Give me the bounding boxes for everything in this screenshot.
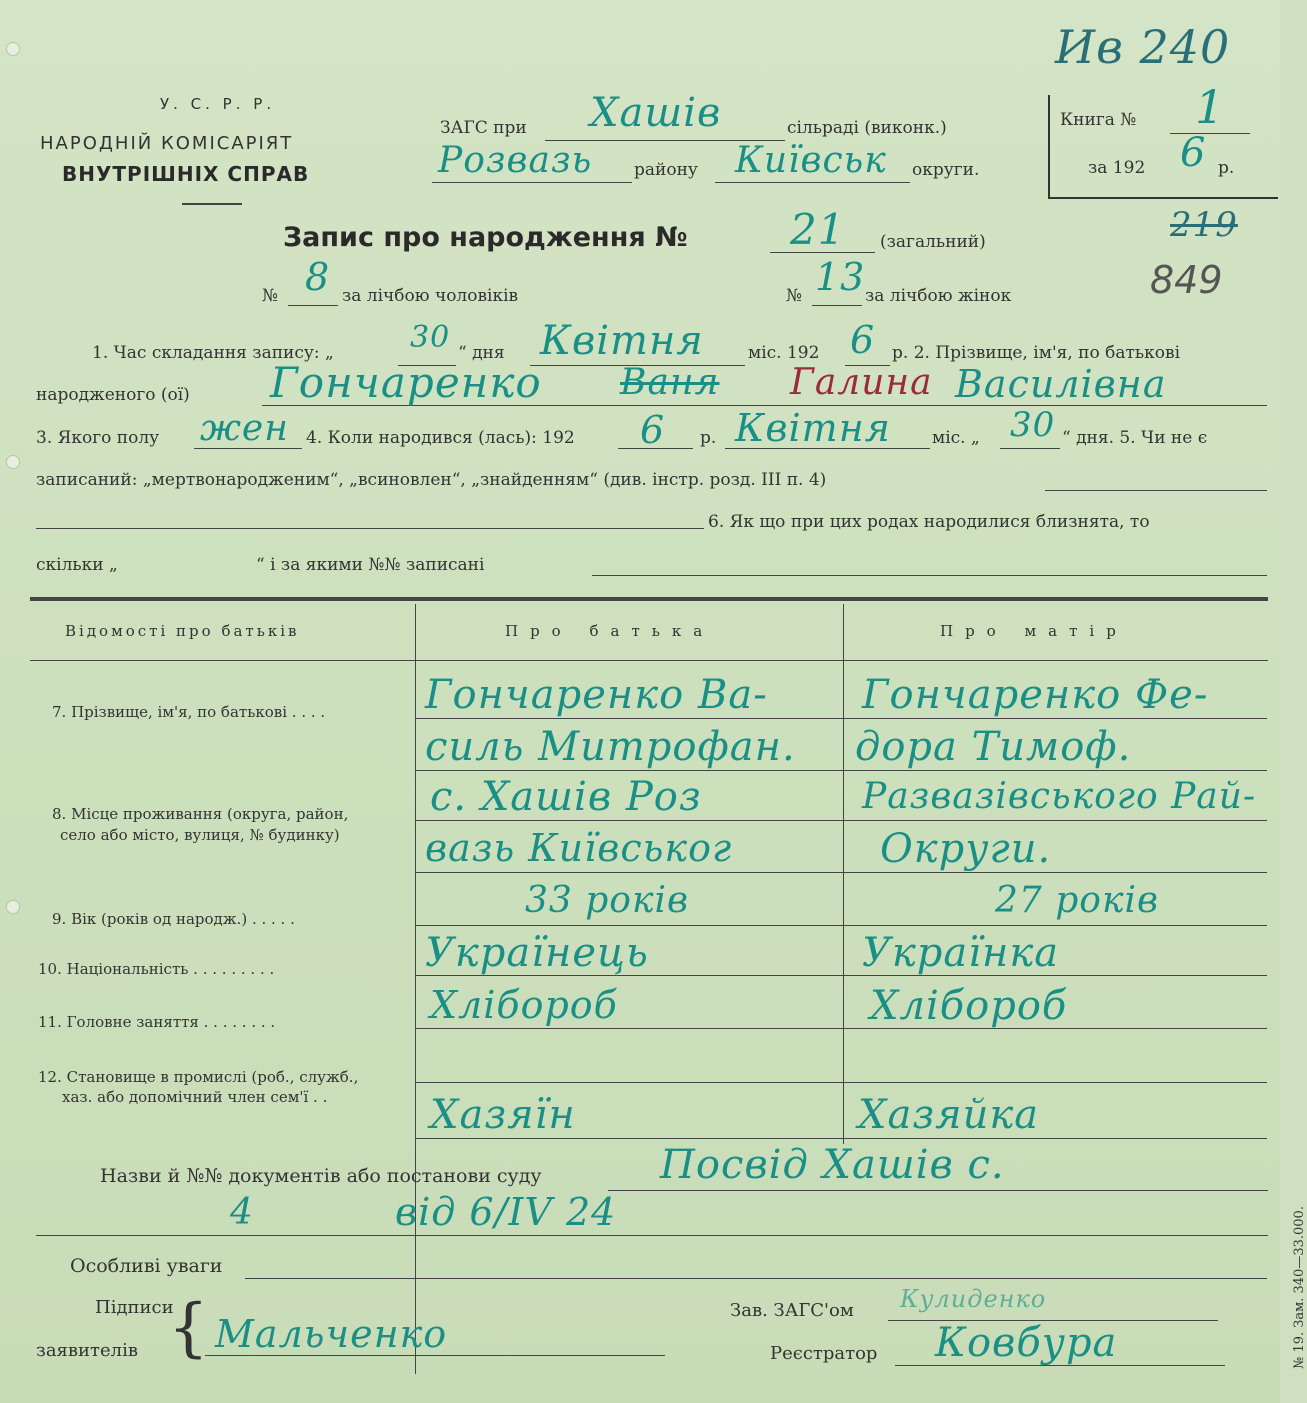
- record-number: 21: [790, 205, 846, 254]
- item5-line: записаний: „мертвонародженим“, „всиновлен“, „знайденням“ (див. інстр. розд. III п. 4): [36, 470, 827, 490]
- mother-name-1: Гончаренко Фе-: [862, 672, 1209, 718]
- org-line-3: ВНУТРІШНІХ СПРАВ: [62, 162, 310, 186]
- row-label-occupation: 11. Головне заняття . . . . . . . .: [38, 1013, 276, 1031]
- women-suffix: за лічбою жінок: [865, 286, 1012, 306]
- item5-answer-line: [1045, 490, 1267, 491]
- birth-month: Квітня: [735, 406, 891, 450]
- brace-glyph: {: [168, 1291, 209, 1365]
- row-line: [415, 770, 1267, 771]
- book-year-value: 6: [1180, 130, 1207, 176]
- item1-year-pre: міс. 192: [748, 343, 820, 363]
- book-year-label: за 192: [1088, 158, 1146, 178]
- father-name-2: силь Митрофан.: [425, 724, 796, 770]
- item6b-line: [592, 575, 1267, 576]
- item1-day: 30: [410, 320, 451, 355]
- child-surname: Гончаренко: [270, 358, 542, 407]
- zags-head-signature: Кулиденко: [900, 1285, 1047, 1313]
- row-label-place-2: село або місто, вулиця, № будинку): [60, 826, 340, 844]
- row-line: [415, 872, 1267, 873]
- mother-place-1: Развазівського Рай-: [862, 776, 1257, 817]
- notes-line: [245, 1278, 1267, 1279]
- row-label-position-2: хаз. або допомічний член сем'ї . .: [62, 1088, 328, 1106]
- docs-line-2: [36, 1235, 1268, 1236]
- record-title: Запис про народження №: [283, 222, 688, 253]
- notes-label: Особливі уваги: [70, 1255, 223, 1277]
- item6-line: 6. Як що при цих родах народилися близнята, то: [708, 512, 1150, 532]
- child-name-struck: Ваня: [620, 362, 720, 403]
- org-divider: [182, 203, 242, 205]
- col-header-parents: Відомості про батьків: [65, 622, 300, 640]
- zags-post: сільраді (виконк.): [787, 118, 947, 138]
- docs-value: Посвід Хашів с.: [660, 1142, 1005, 1188]
- archive-number: 849: [1150, 258, 1223, 302]
- mother-nationality: Українка: [862, 930, 1060, 976]
- rayon-label: району: [634, 160, 698, 180]
- row-line: [415, 820, 1267, 821]
- item6b-pre: скільки „: [36, 555, 118, 575]
- mother-age: 27 років: [995, 880, 1159, 921]
- col-header-mother: Про матір: [940, 622, 1128, 640]
- org-line-1: У. С. Р. Р.: [160, 95, 276, 113]
- women-line: [812, 305, 862, 306]
- okrug-label: округи.: [912, 160, 980, 180]
- item1-month: Квітня: [540, 318, 704, 364]
- item1-post: р. 2. Прізвище, ім'я, по батькові: [892, 343, 1181, 363]
- mother-place-2: Округи.: [880, 826, 1052, 872]
- item4-day-pre: міс. „: [932, 428, 980, 448]
- table-header-rule: [30, 660, 1268, 661]
- zags-pre: ЗАГС при: [440, 118, 527, 138]
- registrar-label: Реєстратор: [770, 1343, 878, 1364]
- book-year-suffix: р.: [1218, 158, 1235, 178]
- women-label: №: [786, 286, 803, 306]
- item4-label: 4. Коли народився (лась): 192: [306, 428, 575, 448]
- record-number-suffix: (загальний): [880, 232, 986, 252]
- row-label-place-1: 8. Місце проживання (округа, район,: [52, 805, 349, 823]
- father-age: 33 років: [525, 880, 689, 921]
- book-value: 1: [1195, 80, 1226, 134]
- org-line-2: НАРОДНІЙ КОМІСАРІЯТ: [40, 133, 294, 154]
- birth-day: 30: [1010, 405, 1056, 445]
- row-line: [415, 1028, 1267, 1029]
- table-col-divider-2: [843, 604, 844, 1144]
- men-label: №: [262, 286, 279, 306]
- father-place-1: с. Хашів Роз: [430, 774, 702, 820]
- print-run-mark: № 19. Зам. 340—33.000.: [1291, 1206, 1307, 1369]
- row-label-position-1: 12. Становище в промислі (роб., служб.,: [38, 1068, 359, 1086]
- birth-year: 6: [640, 408, 666, 452]
- men-suffix: за лічбою чоловіків: [342, 286, 519, 306]
- mother-occupation: Хлібороб: [870, 983, 1068, 1029]
- zags-village: Хашів: [590, 90, 722, 136]
- father-position: Хазяїн: [430, 1092, 576, 1138]
- father-place-2: вазь Київськог: [425, 826, 733, 870]
- binder-hole: [6, 900, 20, 914]
- row-label-name: 7. Прізвище, ім'я, по батькові . . . .: [52, 703, 326, 721]
- okrug-line: [715, 182, 910, 183]
- child-patronymic: Василівна: [955, 362, 1167, 406]
- sex-value: жен: [200, 408, 289, 449]
- archive-mark: Ив 240: [1055, 20, 1231, 74]
- rayon-value: Розвазь: [438, 140, 593, 181]
- col-header-father: Про батька: [505, 622, 715, 640]
- row-label-age: 9. Вік (років од народж.) . . . . .: [52, 910, 295, 928]
- row-label-nationality: 10. Національність . . . . . . . . .: [38, 960, 275, 978]
- docs-line: [608, 1190, 1268, 1191]
- father-occupation: Хлібороб: [430, 983, 618, 1027]
- binder-hole: [6, 455, 20, 469]
- item1-mid: “ дня: [458, 343, 505, 363]
- binder-hole: [6, 42, 20, 56]
- row-line: [415, 718, 1267, 719]
- table-col-divider-1: [415, 604, 416, 1374]
- child-name: Галина: [790, 362, 933, 403]
- mother-position: Хазяйка: [858, 1092, 1040, 1138]
- item4-day-line: [1000, 448, 1060, 449]
- father-nationality: Українець: [425, 930, 649, 976]
- docs-number: 4: [230, 1192, 254, 1233]
- okrug-value: Київськ: [735, 140, 887, 181]
- sign-label-2: заявителів: [36, 1340, 138, 1361]
- docs-label: Назви й №№ документів або постанови суду: [100, 1165, 542, 1187]
- men-line: [288, 305, 338, 306]
- item3-label: 3. Якого полу: [36, 428, 160, 448]
- item2-label: народженого (ої): [36, 385, 190, 405]
- sign-label-1: Підписи: [95, 1297, 174, 1318]
- row-line: [415, 925, 1267, 926]
- applicant-signature: Мальченко: [215, 1312, 448, 1356]
- item6b-post: “ і за якими №№ записані: [256, 555, 485, 575]
- item1-label: 1. Час складання запису: „: [92, 343, 334, 363]
- book-label: Книга №: [1060, 110, 1137, 130]
- item5-answer-line-2: [36, 528, 704, 529]
- archive-number-struck: 219: [1170, 205, 1238, 245]
- table-top-rule: [30, 597, 1268, 601]
- row-line: [415, 1082, 1267, 1083]
- rayon-line: [432, 182, 632, 183]
- row-line: [415, 1138, 1267, 1139]
- mother-name-2: дора Тимоф.: [855, 724, 1132, 770]
- women-value: 13: [815, 255, 866, 299]
- item1-year: 6: [850, 318, 876, 362]
- zags-head-label: Зав. ЗАГС'ом: [730, 1300, 854, 1321]
- docs-date: від 6/IV 24: [395, 1190, 617, 1234]
- item4-mid: р.: [700, 428, 717, 448]
- men-value: 8: [305, 255, 331, 299]
- father-name-1: Гончаренко Ва-: [425, 672, 768, 718]
- registrar-signature: Ковбура: [935, 1320, 1118, 1366]
- item4-post: “ дня. 5. Чи не є: [1062, 428, 1208, 448]
